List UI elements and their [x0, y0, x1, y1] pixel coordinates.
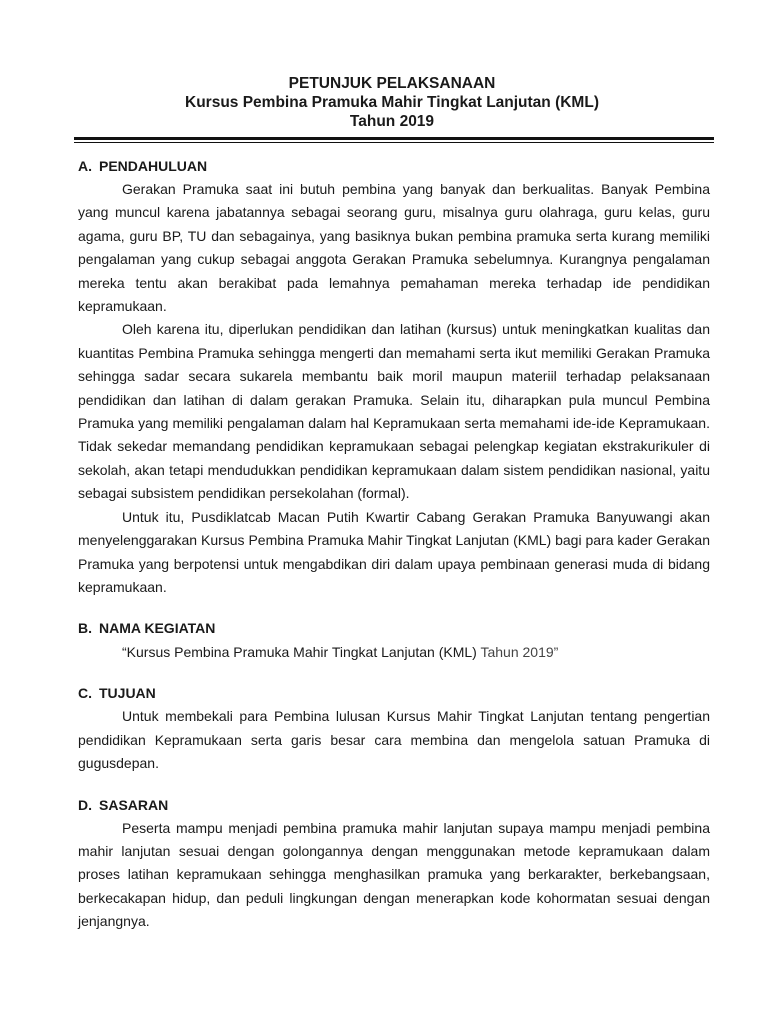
section-number: D.	[78, 796, 92, 813]
section-title: SASARAN	[99, 796, 169, 813]
section-heading-d	[78, 793, 710, 817]
section-title: NAMA KEGIATAN	[99, 620, 216, 637]
document-year: Tahun 2019	[349, 113, 435, 130]
paragraph: Untuk itu, Pusdiklatcab Macan Putih Kwartir Cabang Gerakan Pramuka Banyuwangi akan menyelenggarakan Kursus Pembina Pramuka Mahir Tingkat Lanjutan (KML) bagi para kader Gerakan Pramuka yang berpotensi untuk mengabdikan diri dalam upaya pembinaan generasi muda di bidang kepramukaan.	[78, 508, 710, 595]
section-title: TUJUAN	[99, 685, 156, 702]
paragraph: Gerakan Pramuka saat ini butuh pembina yang banyak dan berkualitas. Banyak Pembina yang muncul karena jabatannya sebagai seorang guru, misalnya guru olahraga, guru kelas, guru agama, guru BP, TU dan sebagainya, yang basiknya bukan pembina pramuka serta kurang memiliki pengalaman yang cukup sebagai anggota Gerakan Pramuka sebelumnya. Kurangnya pengalaman mereka tentu akan berakibat pada lemahnya pemahaman mereka terhadap ide pendidikan kepramukaan.	[78, 181, 710, 315]
section-number: C.	[78, 685, 92, 702]
document-subtitle: Kursus Pembina Pramuka Mahir Tingkat Lanjutan (KML)	[185, 94, 599, 111]
document-title: PETUNJUK PELAKSANAAN	[288, 75, 496, 92]
section-heading-b	[78, 616, 710, 640]
section-number: A.	[78, 158, 92, 174]
activity-name-main: “Kursus Pembina Pramuka Mahir Tingkat Lanjutan (KML)	[122, 644, 477, 661]
paragraph: Peserta mampu menjadi pembina pramuka mahir lanjutan supaya mampu menjadi pembina mahir lanjutan sesuai dengan golongannya dengan menggunakan metode kepramukaan dalam proses latihan kepramukaan sehingga menghasilkan pramuka yang berkarakter, berkebangsaan, berkecakapan hidup, dan peduli lingkungan dengan menerapkan kode kohormatan sesuai dengan jenjangnya.	[78, 819, 710, 930]
paragraph: Untuk membekali para Pembina lulusan Kursus Mahir Tingkat Lanjutan tentang pengertian pendidikan Kepramukaan serta garis besar cara membina dan mengelola satuan Pramuka di gugusdepan.	[78, 708, 710, 772]
section-number: B.	[78, 620, 92, 637]
paragraph: Oleh karena itu, diperlukan pendidikan dan latihan (kursus) untuk meningkatkan kualitas dan kuantitas Pembina Pramuka sehingga mengerti dan memahami serta ikut memiliki Gerakan Pramuka sehingga sadar secara sukarela membantu baik moril maupun materiil terhadap pelaksanaan pendidikan dan latihan di dalam gerakan Pramuka. Selain itu, diharapkan pula muncul Pembina Pramuka yang memiliki pengalaman dalam hal Kepramukaan serta memahami ide-ide Kepramukaan. Tidak sekedar memandang pendidikan kepramukaan sebagai pelengkap kegiatan ekstrakurikuler di sekolah, akan tetapi mendudukkan pendidikan kepramukaan dalam sistem pendidikan nasional, yaitu sebagai subsistem pendidikan persekolahan (formal).	[78, 321, 710, 502]
activity-name	[78, 640, 710, 664]
section-title: PENDAHULUAN	[99, 158, 208, 174]
activity-name-year: Tahun 2019”	[476, 644, 559, 661]
section-heading-a	[78, 154, 710, 178]
document-header	[74, 74, 710, 131]
section-heading-c	[78, 681, 710, 705]
header-rule-thin	[74, 142, 714, 143]
header-rule-thick	[74, 137, 714, 140]
